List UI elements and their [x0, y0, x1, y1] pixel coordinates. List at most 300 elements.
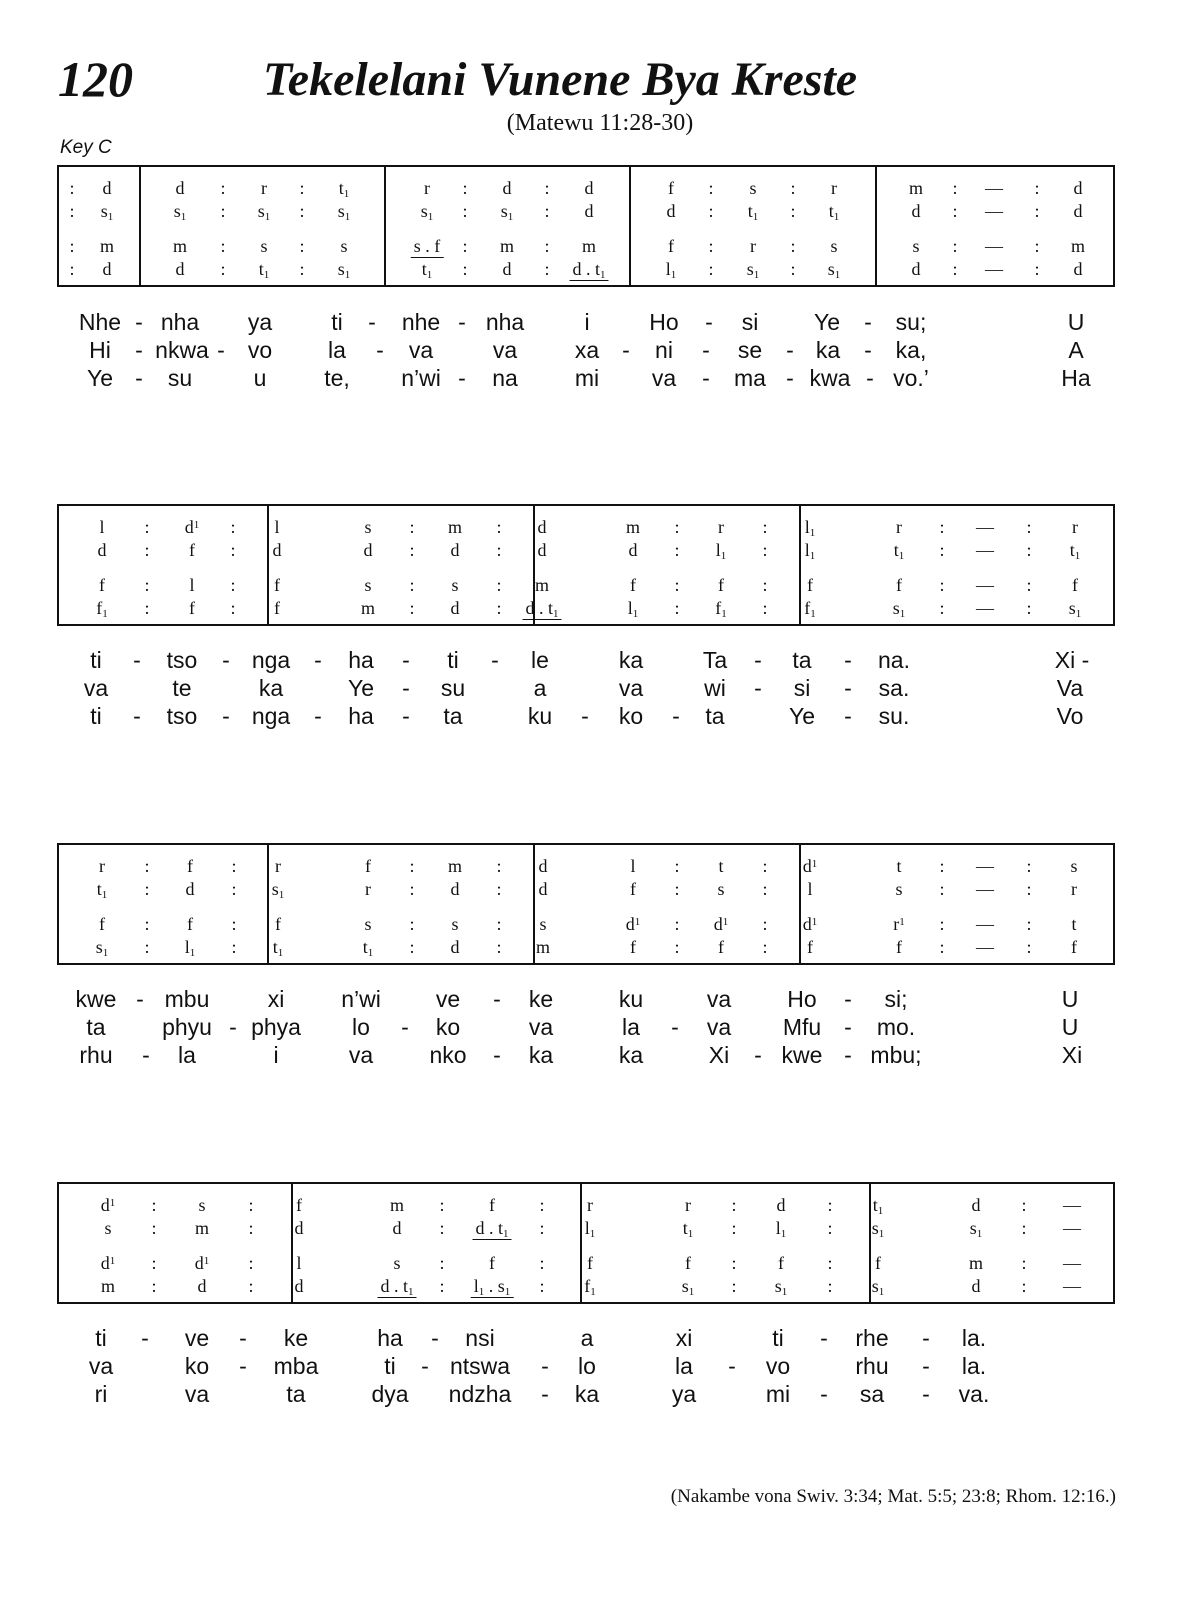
- syllable-hyphen: -: [820, 1325, 828, 1351]
- beat-separator: :: [939, 914, 945, 934]
- solfa-note: f: [1071, 937, 1077, 957]
- solfa-note: f: [896, 937, 902, 957]
- solfa-note: d: [584, 201, 594, 221]
- solfa-note: d . $t_1$: [522, 597, 561, 620]
- lyric-syllable: ka: [258, 675, 284, 701]
- lyric-syllable: te,: [324, 365, 350, 391]
- solfa-note: $l_1$: [715, 540, 727, 562]
- beat-separator: :: [539, 1195, 545, 1215]
- solfa-note: $t_1$: [682, 1218, 694, 1240]
- solfa-note: f: [274, 575, 280, 595]
- beat-separator: :: [69, 201, 75, 221]
- lyric-syllable: i: [584, 309, 590, 335]
- lyric-syllable: la: [675, 1353, 693, 1379]
- beat-separator: :: [939, 879, 945, 899]
- beat-separator: :: [496, 540, 502, 560]
- syllable-hyphen: -: [820, 1381, 828, 1407]
- solfa-note: —: [985, 259, 1003, 279]
- solfa-note: f: [99, 575, 105, 595]
- beat-separator: :: [69, 236, 75, 256]
- lyric-syllable: ni: [655, 337, 673, 363]
- syllable-hyphen: -: [786, 337, 794, 363]
- solfa-note: d: [450, 937, 460, 957]
- beat-separator: :: [409, 540, 415, 560]
- beat-separator: :: [762, 575, 768, 595]
- lyric-syllable: ka: [815, 337, 841, 363]
- lyric-syllable: rhu: [855, 1353, 889, 1379]
- solfa-note: $t_1$: [258, 259, 270, 281]
- lyric-syllable: mbu;: [870, 1042, 922, 1068]
- lyric-syllable: ka: [618, 1042, 644, 1068]
- lyric-syllable: vo: [765, 1353, 791, 1379]
- lyric-syllable: Vo: [1056, 703, 1084, 729]
- lyric-syllable: lo: [352, 1014, 370, 1040]
- beat-separator: :: [1026, 856, 1032, 876]
- syllable-hyphen: -: [754, 1042, 762, 1068]
- solfa-note: $d^1$: [194, 1253, 210, 1273]
- solfa-note: s: [364, 914, 372, 934]
- lyric-syllable: ti: [90, 647, 102, 673]
- lyric-syllable: nkwa: [155, 337, 209, 363]
- beat-separator: :: [1021, 1253, 1027, 1273]
- beat-separator: :: [409, 598, 415, 618]
- solfa-note: d: [185, 879, 195, 899]
- syllable-hyphen: -: [922, 1381, 930, 1407]
- solfa-note: $d^1$: [625, 914, 641, 934]
- hymn-title: Tekelelani Vunene Bya Kreste: [262, 53, 858, 106]
- beat-separator: :: [439, 1218, 445, 1238]
- lyric-syllable: wi: [704, 675, 726, 701]
- lyric-syllable: va: [618, 675, 644, 701]
- lyric-syllable: ta: [705, 703, 725, 729]
- solfa-note: d: [971, 1276, 981, 1296]
- lyric-syllable: Ye: [86, 365, 114, 391]
- beat-separator: :: [496, 517, 502, 537]
- beat-separator: :: [409, 879, 415, 899]
- solfa-note: $s_1$: [420, 201, 434, 223]
- solfa-note: $t_1$: [872, 1195, 884, 1217]
- syllable-hyphen: -: [491, 647, 499, 673]
- lyric-syllable: va: [706, 986, 732, 1012]
- solfa-note: m: [908, 178, 924, 198]
- lyric-syllable: Ha: [1061, 365, 1091, 391]
- lyric-syllable: u: [253, 365, 267, 391]
- solfa-note: $s_1$: [827, 259, 841, 281]
- lyric-syllable: Xi: [708, 1042, 730, 1068]
- solfa-note: $t_1$: [362, 937, 374, 959]
- beat-separator: :: [409, 575, 415, 595]
- lyric-syllable: tso: [166, 647, 198, 673]
- beat-separator: :: [144, 914, 150, 934]
- solfa-note: s: [749, 178, 757, 198]
- solfa-note: s: [451, 575, 459, 595]
- lyric-syllable: va: [184, 1381, 210, 1407]
- syllable-hyphen: -: [402, 703, 410, 729]
- solfa-note: $t_1$: [893, 540, 905, 562]
- lyric-syllable: sa.: [878, 675, 910, 701]
- solfa-note: s: [912, 236, 920, 256]
- lyric-syllable: su: [167, 365, 193, 391]
- syllable-hyphen: -: [133, 703, 141, 729]
- lyric-syllable: a: [580, 1325, 594, 1351]
- syllable-hyphen: -: [135, 337, 143, 363]
- solfa-note: m: [360, 598, 376, 618]
- beat-separator: :: [409, 517, 415, 537]
- syllable-hyphen: -: [844, 986, 852, 1012]
- lyric-syllable: xi: [267, 986, 285, 1012]
- solfa-note: f: [778, 1253, 784, 1273]
- lyric-syllable: va: [408, 337, 434, 363]
- solfa-note: l: [630, 856, 636, 876]
- beat-separator: :: [220, 201, 226, 221]
- solfa-note: s: [104, 1218, 112, 1238]
- solfa-note: m: [172, 236, 188, 256]
- solfa-note: d: [294, 1276, 304, 1296]
- beat-separator: :: [439, 1253, 445, 1273]
- solfa-note: d . $t_1$: [377, 1275, 416, 1298]
- lyric-syllable: U: [1061, 1014, 1079, 1040]
- solfa-note: m: [99, 236, 115, 256]
- beat-separator: :: [762, 598, 768, 618]
- lyric-syllable: ta: [286, 1381, 306, 1407]
- solfa-note: —: [1063, 1276, 1081, 1296]
- beat-separator: :: [462, 201, 468, 221]
- solfa-note: s: [260, 236, 268, 256]
- solfa-note: m: [389, 1195, 405, 1215]
- lyric-syllable: ko: [435, 1014, 461, 1040]
- syllable-hyphen: -: [133, 647, 141, 673]
- solfa-note: r: [896, 517, 902, 537]
- beat-separator: :: [231, 937, 237, 957]
- solfa-note: s: [364, 575, 372, 595]
- lyric-syllable: ve: [435, 986, 461, 1012]
- syllable-hyphen: -: [754, 647, 762, 673]
- beat-separator: :: [151, 1276, 157, 1296]
- solfa-note: s: [717, 879, 725, 899]
- lyric-syllable: ka: [528, 1042, 554, 1068]
- beat-separator: :: [952, 259, 958, 279]
- solfa-note: d . $t_1$: [472, 1217, 511, 1240]
- syllable-hyphen: -: [402, 647, 410, 673]
- lyric-syllable: a: [533, 675, 547, 701]
- barline: [533, 845, 535, 963]
- beat-separator: :: [496, 937, 502, 957]
- solfa-note: d: [272, 540, 282, 560]
- lyric-syllable: ku: [527, 703, 553, 729]
- solfa-note: d: [450, 879, 460, 899]
- barline: [869, 1184, 871, 1302]
- solfa-note: d: [1073, 178, 1083, 198]
- beat-separator: :: [1034, 178, 1040, 198]
- solfa-note: $l_1$: [665, 259, 677, 281]
- syllable-hyphen: -: [458, 309, 466, 335]
- lyric-syllable: Ye: [347, 675, 375, 701]
- lyric-syllable: rhe: [855, 1325, 889, 1351]
- beat-separator: :: [1026, 914, 1032, 934]
- syllable-hyphen: -: [672, 703, 680, 729]
- beat-separator: :: [674, 879, 680, 899]
- lyric-syllable: va.: [958, 1381, 990, 1407]
- beat-separator: :: [151, 1218, 157, 1238]
- beat-separator: :: [790, 259, 796, 279]
- solfa-note: m: [447, 517, 463, 537]
- solfa-note: $s_1$: [1068, 598, 1082, 620]
- solfa-note: —: [976, 879, 994, 899]
- lyric-syllable: ma: [734, 365, 766, 391]
- music-system: [57, 1182, 1115, 1304]
- solfa-note: t: [718, 856, 724, 876]
- lyric-syllable: xa: [574, 337, 600, 363]
- beat-separator: :: [409, 914, 415, 934]
- lyric-syllable: ka,: [895, 337, 927, 363]
- lyric-syllable: va: [528, 1014, 554, 1040]
- barline: [139, 167, 141, 285]
- beat-separator: :: [144, 575, 150, 595]
- beat-separator: :: [939, 937, 945, 957]
- beat-separator: :: [144, 856, 150, 876]
- beat-separator: :: [939, 598, 945, 618]
- syllable-hyphen: -: [541, 1353, 549, 1379]
- beat-separator: :: [790, 201, 796, 221]
- solfa-note: r: [587, 1195, 593, 1215]
- solfa-note: $l_1$: [627, 598, 639, 620]
- beat-separator: :: [952, 236, 958, 256]
- solfa-note: s: [364, 517, 372, 537]
- lyric-syllable: nga: [251, 703, 291, 729]
- solfa-note: $l_1$: [804, 517, 816, 539]
- syllable-hyphen: -: [844, 1042, 852, 1068]
- lyric-syllable: si;: [884, 986, 908, 1012]
- solfa-note: d: [538, 856, 548, 876]
- beat-separator: :: [496, 914, 502, 934]
- solfa-note: m: [581, 236, 597, 256]
- beat-separator: :: [731, 1218, 737, 1238]
- beat-separator: :: [539, 1218, 545, 1238]
- footer-reference: (Nakambe vona Swiv. 3:34; Mat. 5:5; 23:8; Rhom. 12:16.): [670, 1486, 1116, 1507]
- beat-separator: :: [544, 178, 550, 198]
- solfa-note: f: [489, 1253, 495, 1273]
- lyric-syllable: le: [531, 647, 549, 673]
- lyric-syllable: la: [328, 337, 346, 363]
- solfa-note: —: [1063, 1253, 1081, 1273]
- solfa-note: f: [296, 1195, 302, 1215]
- barline: [291, 1184, 293, 1302]
- beat-separator: :: [544, 201, 550, 221]
- solfa-note: s: [895, 879, 903, 899]
- lyric-syllable: ke: [283, 1325, 309, 1351]
- beat-separator: :: [220, 236, 226, 256]
- lyric-syllable: U: [1061, 986, 1079, 1012]
- lyric-syllable: kwe: [781, 1042, 823, 1068]
- solfa-note: $t_1$: [1069, 540, 1081, 562]
- solfa-note: $l_1$: [184, 937, 196, 959]
- beat-separator: :: [144, 937, 150, 957]
- syllable-hyphen: -: [458, 365, 466, 391]
- solfa-note: f: [489, 1195, 495, 1215]
- lyric-syllable: ta: [443, 703, 463, 729]
- beat-separator: :: [462, 259, 468, 279]
- beat-separator: :: [151, 1195, 157, 1215]
- barline: [267, 845, 269, 963]
- lyric-syllable: ve: [184, 1325, 210, 1351]
- solfa-note: $d^1$: [802, 856, 818, 876]
- solfa-note: f: [685, 1253, 691, 1273]
- syllable-hyphen: -: [421, 1353, 429, 1379]
- syllable-hyphen: -: [402, 675, 410, 701]
- beat-separator: :: [299, 259, 305, 279]
- beat-separator: :: [539, 1253, 545, 1273]
- solfa-note: f: [668, 236, 674, 256]
- beat-separator: :: [674, 856, 680, 876]
- beat-separator: :: [939, 575, 945, 595]
- solfa-note: $d^1$: [713, 914, 729, 934]
- solfa-note: r: [365, 879, 371, 899]
- solfa-note: t: [896, 856, 902, 876]
- syllable-hyphen: -: [141, 1325, 149, 1351]
- solfa-note: r: [99, 856, 105, 876]
- lyric-syllable: ko: [618, 703, 644, 729]
- syllable-hyphen: -: [866, 365, 874, 391]
- beat-separator: :: [462, 178, 468, 198]
- beat-separator: :: [230, 517, 236, 537]
- beat-separator: :: [496, 879, 502, 899]
- solfa-note: l: [274, 517, 280, 537]
- beat-separator: :: [144, 517, 150, 537]
- beat-separator: :: [231, 856, 237, 876]
- solfa-note: d: [537, 540, 547, 560]
- syllable-hyphen: -: [136, 986, 144, 1012]
- lyric-syllable: kwa: [809, 365, 851, 391]
- syllable-hyphen: -: [239, 1325, 247, 1351]
- beat-separator: :: [790, 178, 796, 198]
- solfa-note: d: [776, 1195, 786, 1215]
- syllable-hyphen: -: [142, 1042, 150, 1068]
- solfa-note: —: [976, 598, 994, 618]
- solfa-note: d: [502, 178, 512, 198]
- lyric-syllable: su;: [895, 309, 927, 335]
- lyric-syllable: A: [1068, 337, 1084, 363]
- lyric-syllable: va: [492, 337, 518, 363]
- solfa-note: f: [718, 575, 724, 595]
- lyric-syllable: i: [273, 1042, 279, 1068]
- lyric-syllable: nga: [251, 647, 291, 673]
- barline: [799, 845, 801, 963]
- lyric-syllable: vo.’: [893, 365, 929, 391]
- solfa-note: r: [718, 517, 724, 537]
- lyric-syllable: ti: [772, 1325, 784, 1351]
- lyric-syllable: ti: [447, 647, 459, 673]
- beat-separator: :: [230, 540, 236, 560]
- lyric-syllable: va: [706, 1014, 732, 1040]
- solfa-note: d: [971, 1195, 981, 1215]
- solfa-note: $s_1$: [871, 1218, 885, 1240]
- syllable-hyphen: -: [864, 309, 872, 335]
- syllable-hyphen: -: [702, 365, 710, 391]
- solfa-note: $f_1$: [584, 1276, 596, 1298]
- lyric-syllable: dya: [371, 1381, 409, 1407]
- syllable-hyphen: -: [844, 647, 852, 673]
- syllable-hyphen: -: [754, 675, 762, 701]
- solfa-note: $f_1$: [96, 598, 108, 620]
- solfa-note: f: [274, 598, 280, 618]
- syllable-hyphen: -: [376, 337, 384, 363]
- beat-separator: :: [708, 259, 714, 279]
- lyric-syllable: phya: [251, 1014, 301, 1040]
- lyric-syllable: n’wi: [401, 365, 441, 391]
- lyric-syllable: ntswa: [449, 1353, 511, 1379]
- solfa-note: m: [534, 575, 550, 595]
- beat-separator: :: [827, 1218, 833, 1238]
- beat-separator: :: [674, 575, 680, 595]
- syllable-hyphen: -: [864, 337, 872, 363]
- lyric-syllable: rhu: [79, 1042, 113, 1068]
- lyric-syllable: phyu: [162, 1014, 212, 1040]
- beat-separator: :: [151, 1253, 157, 1273]
- beat-separator: :: [1034, 259, 1040, 279]
- solfa-note: $d^1$: [100, 1195, 116, 1215]
- solfa-note: $l_1$ . $s_1$: [471, 1275, 514, 1298]
- lyric-syllable: ku: [618, 986, 644, 1012]
- solfa-note: d: [294, 1218, 304, 1238]
- syllable-hyphen: -: [705, 309, 713, 335]
- solfa-note: l: [99, 517, 105, 537]
- scripture-reference: (Matewu 11:28-30): [506, 110, 694, 136]
- lyric-syllable: Va: [1056, 675, 1084, 701]
- lyric-syllable: nha: [160, 309, 200, 335]
- syllable-hyphen: -: [844, 1014, 852, 1040]
- beat-separator: :: [231, 879, 237, 899]
- lyric-syllable: ha: [348, 703, 374, 729]
- beat-separator: :: [674, 937, 680, 957]
- solfa-note: f: [630, 879, 636, 899]
- solfa-note: f: [275, 914, 281, 934]
- lyric-syllable: sa: [859, 1381, 885, 1407]
- lyric-syllable: ti: [384, 1353, 396, 1379]
- beat-separator: :: [144, 540, 150, 560]
- beat-separator: :: [220, 259, 226, 279]
- beat-separator: :: [708, 178, 714, 198]
- beat-separator: :: [544, 259, 550, 279]
- syllable-hyphen: -: [622, 337, 630, 363]
- solfa-note: —: [1063, 1195, 1081, 1215]
- syllable-hyphen: -: [229, 1014, 237, 1040]
- lyric-syllable: va: [651, 365, 677, 391]
- solfa-note: $r^1$: [893, 914, 905, 934]
- solfa-note: —: [976, 517, 994, 537]
- lyric-syllable: ha: [348, 647, 374, 673]
- beat-separator: :: [1021, 1195, 1027, 1215]
- solfa-note: s: [198, 1195, 206, 1215]
- solfa-note: t: [1071, 914, 1077, 934]
- solfa-note: f: [189, 540, 195, 560]
- solfa-note: l: [296, 1253, 302, 1273]
- beat-separator: :: [299, 201, 305, 221]
- solfa-note: $s_1$: [500, 201, 514, 223]
- solfa-note: m: [535, 937, 551, 957]
- solfa-note: —: [976, 575, 994, 595]
- solfa-note: d: [584, 178, 594, 198]
- beat-separator: :: [496, 575, 502, 595]
- beat-separator: :: [539, 1276, 545, 1296]
- beat-separator: :: [731, 1253, 737, 1273]
- beat-separator: :: [496, 598, 502, 618]
- solfa-note: s: [340, 236, 348, 256]
- beat-separator: :: [409, 937, 415, 957]
- beat-separator: :: [762, 937, 768, 957]
- lyric-syllable: ko: [184, 1353, 210, 1379]
- beat-separator: :: [1034, 236, 1040, 256]
- lyric-syllable: Hi: [89, 337, 111, 363]
